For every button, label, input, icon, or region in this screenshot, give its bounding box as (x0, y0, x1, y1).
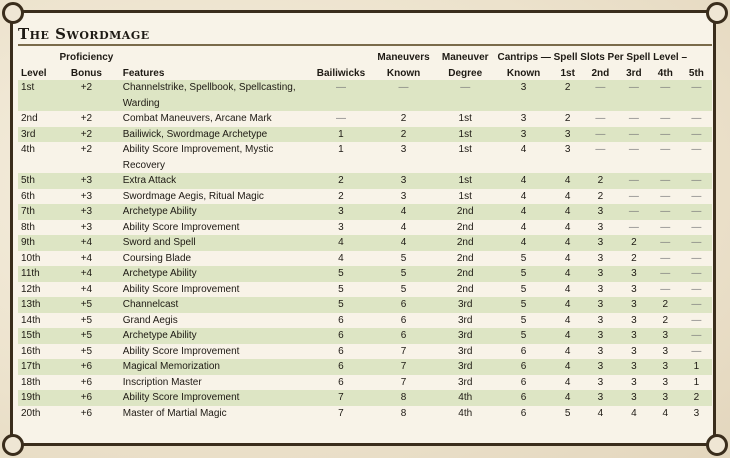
cell-cantrips-known: 5 (495, 328, 553, 344)
corner-ornament-bottom-left (2, 434, 24, 456)
header-row-bottom (18, 64, 712, 80)
cell-slot-4th: — (660, 283, 671, 295)
cell-slot-4th: — (650, 235, 681, 251)
col-level: Level (21, 68, 47, 79)
cell-slot-3rd: 3 (631, 376, 637, 388)
cell-cantrips-known: 6 (495, 359, 553, 375)
cell-maneuvers-known: — (371, 80, 436, 111)
cell-maneuvers-known: 5 (400, 283, 407, 295)
cell-maneuver-degree: 1st (458, 190, 472, 202)
table-row (18, 189, 712, 205)
cell-slot-5th: — (681, 127, 712, 143)
cell-slot-3rd: 4 (631, 407, 637, 419)
cell-slot-1st: 4 (553, 359, 583, 375)
cell-slot-2nd: — (595, 113, 606, 124)
cell-features: Magical Memorization (120, 359, 311, 375)
cell-maneuver-degree: 1st (436, 173, 495, 189)
cell-level: 10th (21, 252, 41, 264)
cell-maneuver-degree: 1st (436, 127, 495, 143)
cell-slot-5th: — (691, 113, 702, 124)
cell-slot-2nd: 3 (597, 345, 604, 357)
cell-slot-4th: — (650, 80, 681, 111)
cell-cantrips-known: 4 (495, 204, 553, 220)
cell-bonus: +4 (80, 252, 93, 264)
cell-slot-5th: — (691, 221, 702, 233)
cell-level: 7th (18, 204, 53, 220)
cell-bailiwicks: 3 (338, 221, 344, 233)
col-slot-1st: 1st (560, 68, 575, 79)
table-row (18, 328, 712, 344)
cell-slot-3rd: — (628, 190, 639, 202)
cell-slot-5th: — (691, 345, 702, 357)
cell-bailiwicks: 4 (338, 252, 344, 264)
cell-bailiwicks: 2 (338, 190, 344, 202)
cell-slot-4th: — (660, 113, 671, 124)
cell-slot-4th: — (650, 173, 681, 189)
cell-bailiwicks: 6 (338, 314, 344, 326)
table-row (18, 297, 712, 313)
cell-cantrips-known: 4 (520, 190, 527, 202)
cell-slot-5th: 3 (693, 407, 700, 419)
cell-cantrips-known: 6 (520, 407, 527, 419)
cell-level: 8th (21, 221, 35, 233)
cell-slot-5th: 2 (681, 390, 712, 406)
cell-level: 2nd (21, 113, 38, 124)
header-maneuvers: Maneuvers (377, 52, 430, 63)
cell-bailiwicks: 2 (311, 173, 371, 189)
cell-bailiwicks: 1 (311, 127, 371, 143)
table-row (18, 142, 712, 173)
col-slot-5th: 5th (688, 68, 704, 79)
cell-cantrips-known: 6 (495, 390, 553, 406)
cell-features: Sword and Spell (120, 235, 311, 251)
cell-slot-3rd: — (618, 80, 650, 111)
cell-slot-2nd: 3 (597, 221, 604, 233)
cell-slot-1st: 4 (564, 314, 571, 326)
cell-level: 4th (21, 144, 35, 155)
cell-bailiwicks: 7 (338, 407, 344, 419)
cell-slot-3rd: — (628, 113, 639, 124)
cell-maneuvers-known: 4 (400, 221, 407, 233)
cell-maneuvers-known: 8 (400, 407, 407, 419)
swordmage-table (18, 52, 712, 421)
cell-slot-3rd: 3 (618, 297, 650, 313)
cell-features: Master of Martial Magic (122, 407, 227, 419)
cell-slot-3rd: — (628, 144, 639, 155)
cell-maneuver-degree: 2nd (436, 204, 495, 220)
table-row (18, 127, 712, 143)
cell-maneuvers-known: 8 (371, 390, 436, 406)
cell-maneuvers-known: 6 (371, 297, 436, 313)
cell-maneuvers-known: 2 (400, 113, 407, 124)
cell-features: Ability Score Improvement (122, 345, 240, 357)
cell-maneuver-degree: 3rd (458, 314, 473, 326)
cell-bonus: +2 (80, 144, 93, 155)
cell-slot-2nd: 3 (583, 266, 618, 282)
cell-level: 14th (21, 314, 41, 326)
cell-slot-5th: — (691, 314, 702, 326)
col-slot-2nd: 2nd (591, 68, 610, 79)
cell-features: Ability Score Improvement (122, 221, 240, 233)
cell-cantrips-known: 5 (520, 283, 527, 295)
cell-slot-2nd: 3 (583, 359, 618, 375)
header-proficiency: Proficiency (59, 52, 114, 63)
cell-cantrips-known: 4 (520, 221, 527, 233)
cell-level: 19th (18, 390, 53, 406)
cell-maneuvers-known: 7 (371, 359, 436, 375)
header-row-top (18, 52, 712, 64)
cell-slot-1st: 4 (564, 252, 571, 264)
cell-bailiwicks: 6 (338, 345, 344, 357)
cell-features: Coursing Blade (122, 252, 192, 264)
cell-slot-5th: — (681, 173, 712, 189)
cell-bonus: +6 (53, 359, 120, 375)
cell-slot-3rd: 3 (631, 345, 637, 357)
cell-level: 1st (18, 80, 53, 111)
cell-slot-1st: 4 (553, 297, 583, 313)
table-row (18, 359, 712, 375)
cell-features: Archetype Ability (120, 328, 311, 344)
cell-maneuver-degree: 1st (458, 113, 472, 124)
cell-maneuvers-known: 4 (371, 235, 436, 251)
cell-level: 17th (18, 359, 53, 375)
cell-maneuvers-known: 2 (371, 127, 436, 143)
col-slot-3rd: 3rd (626, 68, 642, 79)
cell-bailiwicks: 6 (311, 359, 371, 375)
cell-slot-3rd: 2 (618, 235, 650, 251)
cell-slot-3rd: — (618, 173, 650, 189)
cell-slot-2nd: 3 (583, 204, 618, 220)
cell-slot-4th: — (650, 204, 681, 220)
cell-features: Extra Attack (120, 173, 311, 189)
cell-level: 20th (21, 407, 41, 419)
cell-level: 13th (18, 297, 53, 313)
table-row (18, 235, 712, 251)
cell-slot-4th: — (650, 127, 681, 143)
cell-bailiwicks: 4 (311, 235, 371, 251)
cell-slot-1st: 4 (553, 390, 583, 406)
cell-features: Ability Score Improvement (120, 390, 311, 406)
cell-slot-1st: 4 (553, 235, 583, 251)
cell-slot-5th: — (681, 235, 712, 251)
cell-slot-5th: — (681, 328, 712, 344)
cell-features: Channelcast (120, 297, 311, 313)
cell-slot-5th: 1 (681, 359, 712, 375)
cell-bonus: +4 (53, 235, 120, 251)
cell-maneuvers-known: 6 (400, 314, 407, 326)
table-title: The Swordmage (18, 25, 150, 43)
cell-bonus: +5 (53, 328, 120, 344)
cell-level: 16th (21, 345, 41, 357)
cell-bailiwicks: 1 (338, 144, 344, 155)
table-row (18, 390, 712, 406)
cell-features: Archetype Ability (120, 204, 311, 220)
cell-slot-5th: 1 (693, 376, 700, 388)
table-body (18, 80, 712, 421)
table-row (18, 80, 712, 111)
cell-slot-2nd: 4 (597, 407, 604, 419)
cell-bailiwicks: 5 (338, 283, 344, 295)
cell-bonus: +3 (80, 190, 93, 202)
cell-maneuver-degree: 4th (436, 390, 495, 406)
cell-cantrips-known: 4 (520, 144, 527, 155)
cell-cantrips-known: 3 (495, 127, 553, 143)
cell-maneuver-degree: — (436, 80, 495, 111)
cell-features: Combat Maneuvers, Arcane Mark (122, 113, 272, 124)
col-cantrips-known: Known (506, 68, 541, 79)
cell-slot-2nd: 2 (583, 173, 618, 189)
cell-slot-4th: — (660, 221, 671, 233)
cell-slot-4th: 2 (662, 314, 669, 326)
cell-maneuver-degree: 2nd (456, 221, 474, 233)
cell-slot-5th: — (691, 252, 702, 264)
cell-slot-2nd: 3 (597, 283, 604, 295)
table-row (18, 313, 712, 329)
cell-slot-4th: 3 (650, 359, 681, 375)
cell-features: Bailiwick, Swordmage Archetype (120, 127, 311, 143)
cell-slot-3rd: — (618, 127, 650, 143)
col-maneuver-degree: Degree (448, 68, 483, 79)
header-spell-slots-group: Cantrips — Spell Slots Per Spell Level – (497, 52, 688, 63)
cell-slot-5th: — (681, 297, 712, 313)
cell-level: 18th (21, 376, 41, 388)
cell-cantrips-known: 3 (520, 113, 527, 124)
table-row (18, 251, 712, 267)
cell-level: 5th (18, 173, 53, 189)
cell-slot-5th: — (681, 80, 712, 111)
cell-maneuvers-known: 3 (400, 144, 407, 155)
cell-bailiwicks: 6 (311, 328, 371, 344)
col-bailiwicks: Bailiwicks (316, 68, 366, 79)
cell-bonus: +3 (53, 173, 120, 189)
cell-slot-4th: 3 (650, 390, 681, 406)
cell-slot-3rd: 3 (631, 314, 637, 326)
table-row (18, 266, 712, 282)
cell-level: 15th (18, 328, 53, 344)
cell-cantrips-known: 5 (495, 297, 553, 313)
cell-bonus: +3 (80, 221, 93, 233)
cell-slot-1st: 4 (564, 345, 571, 357)
cell-bailiwicks: 3 (311, 204, 371, 220)
cell-slot-1st: 4 (564, 376, 571, 388)
corner-ornament-top-left (2, 2, 24, 24)
cell-bailiwicks: 7 (311, 390, 371, 406)
cell-slot-3rd: — (628, 221, 639, 233)
cell-maneuver-degree: 4th (458, 407, 473, 419)
cell-bonus: +2 (53, 127, 120, 143)
cell-features: Ability Score Improvement (122, 283, 240, 295)
cell-slot-5th: — (691, 283, 702, 295)
table-row (18, 375, 712, 391)
table-row (18, 282, 712, 298)
cell-slot-1st: 3 (564, 144, 571, 155)
cell-bonus: +5 (80, 345, 93, 357)
cell-maneuver-degree: 3rd (436, 297, 495, 313)
cell-maneuver-degree: 3rd (436, 328, 495, 344)
cell-level: 3rd (18, 127, 53, 143)
cell-level: 12th (21, 283, 41, 295)
cell-cantrips-known: 5 (495, 266, 553, 282)
cell-maneuver-degree: 3rd (458, 376, 473, 388)
cell-slot-4th: 2 (650, 297, 681, 313)
cell-cantrips-known: 5 (520, 314, 527, 326)
cell-level: 6th (21, 190, 35, 202)
cell-slot-1st: 4 (553, 328, 583, 344)
cell-slot-3rd: — (618, 204, 650, 220)
cell-bonus: +2 (53, 80, 120, 111)
cell-slot-1st: 5 (564, 407, 571, 419)
cell-slot-5th: — (691, 190, 702, 202)
cell-bonus: +5 (80, 314, 93, 326)
corner-ornament-top-right (706, 2, 728, 24)
cell-bonus: +2 (80, 113, 93, 124)
cell-slot-1st: 2 (564, 113, 571, 124)
cell-maneuver-degree: 2nd (436, 266, 495, 282)
cell-bonus: +6 (80, 376, 93, 388)
cell-maneuvers-known: 5 (400, 252, 407, 264)
cell-maneuver-degree: 2nd (456, 252, 474, 264)
cell-slot-5th: — (681, 266, 712, 282)
cell-slot-1st: 4 (553, 173, 583, 189)
table-row (18, 204, 712, 220)
cell-features: Channelstrike, Spellbook, Spellcasting, Warding (120, 80, 311, 111)
cell-bailiwicks: 6 (338, 376, 344, 388)
cell-slot-2nd: — (595, 144, 606, 155)
cell-maneuvers-known: 7 (400, 345, 407, 357)
cell-maneuver-degree: 1st (458, 144, 472, 155)
table-row (18, 173, 712, 189)
cell-cantrips-known: 5 (520, 252, 527, 264)
col-maneuvers-known: Known (386, 68, 421, 79)
cell-level: 11th (18, 266, 53, 282)
cell-slot-1st: 3 (553, 127, 583, 143)
col-slot-4th: 4th (657, 68, 673, 79)
cell-features: Swordmage Aegis, Ritual Magic (122, 190, 264, 202)
header-maneuver: Maneuver (441, 52, 489, 63)
cell-maneuvers-known: 4 (371, 204, 436, 220)
cell-bonus: +6 (80, 407, 93, 419)
cell-cantrips-known: 6 (520, 376, 527, 388)
cell-features: Inscription Master (122, 376, 202, 388)
cell-maneuvers-known: 3 (371, 173, 436, 189)
cell-slot-1st: 4 (553, 204, 583, 220)
cell-slot-3rd: 3 (618, 390, 650, 406)
corner-ornament-bottom-right (706, 434, 728, 456)
cell-slot-2nd: 3 (597, 376, 604, 388)
cell-slot-2nd: 3 (583, 235, 618, 251)
cell-bailiwicks: 5 (311, 297, 371, 313)
cell-slot-5th: — (681, 204, 712, 220)
cell-maneuvers-known: 3 (400, 190, 407, 202)
cell-slot-2nd: 3 (583, 390, 618, 406)
cell-maneuvers-known: 5 (371, 266, 436, 282)
cell-slot-1st: 4 (564, 283, 571, 295)
cell-slot-2nd: 2 (597, 190, 604, 202)
cell-slot-1st: 2 (553, 80, 583, 111)
cell-cantrips-known: 6 (520, 345, 527, 357)
col-features: Features (122, 68, 165, 79)
cell-slot-2nd: 3 (583, 297, 618, 313)
cell-bonus: +4 (80, 283, 93, 295)
cell-cantrips-known: 4 (495, 235, 553, 251)
cell-slot-1st: 4 (564, 190, 571, 202)
cell-maneuver-degree: 2nd (456, 283, 474, 295)
header-empty (18, 52, 53, 64)
cell-slot-4th: — (660, 190, 671, 202)
cell-bonus: +3 (53, 204, 120, 220)
cell-maneuvers-known: 7 (400, 376, 407, 388)
cell-slot-4th: — (660, 252, 671, 264)
cell-level: 9th (18, 235, 53, 251)
cell-bailiwicks: 5 (311, 266, 371, 282)
cell-slot-3rd: 3 (631, 283, 637, 295)
cell-slot-4th: — (650, 266, 681, 282)
cell-features: Grand Aegis (122, 314, 178, 326)
cell-slot-3rd: 3 (618, 359, 650, 375)
cell-slot-4th: 3 (662, 376, 669, 388)
table-row (18, 344, 712, 360)
cell-slot-2nd: 3 (597, 252, 604, 264)
cell-features: Archetype Ability (120, 266, 311, 282)
cell-slot-5th: — (691, 144, 702, 155)
cell-slot-1st: 4 (553, 266, 583, 282)
cell-bonus: +6 (53, 390, 120, 406)
cell-maneuvers-known: 6 (371, 328, 436, 344)
cell-maneuver-degree: 3rd (458, 345, 473, 357)
cell-slot-2nd: — (583, 127, 618, 143)
col-bonus: Bonus (70, 68, 102, 79)
cell-slot-3rd: 2 (631, 252, 637, 264)
cell-features: Ability Score Improvement, Mystic Recovery (122, 144, 274, 171)
cell-slot-1st: 4 (564, 221, 571, 233)
cell-maneuver-degree: 3rd (436, 359, 495, 375)
cell-slot-4th: 3 (650, 328, 681, 344)
cell-bailiwicks: — (311, 80, 371, 111)
cell-slot-2nd: 3 (597, 314, 604, 326)
cell-slot-2nd: — (583, 80, 618, 111)
cell-cantrips-known: 4 (495, 173, 553, 189)
table-row (18, 220, 712, 236)
cell-slot-3rd: 3 (618, 266, 650, 282)
cell-maneuver-degree: 2nd (436, 235, 495, 251)
cell-cantrips-known: 3 (495, 80, 553, 111)
cell-slot-3rd: 3 (618, 328, 650, 344)
cell-slot-2nd: 3 (583, 328, 618, 344)
cell-bailiwicks: — (335, 113, 346, 124)
table-row (18, 111, 712, 127)
cell-bonus: +5 (53, 297, 120, 313)
cell-bonus: +4 (53, 266, 120, 282)
cell-slot-4th: 3 (662, 345, 669, 357)
table-row (18, 406, 712, 422)
title-rule (18, 44, 712, 46)
cell-slot-4th: 4 (662, 407, 669, 419)
cell-slot-4th: — (660, 144, 671, 155)
